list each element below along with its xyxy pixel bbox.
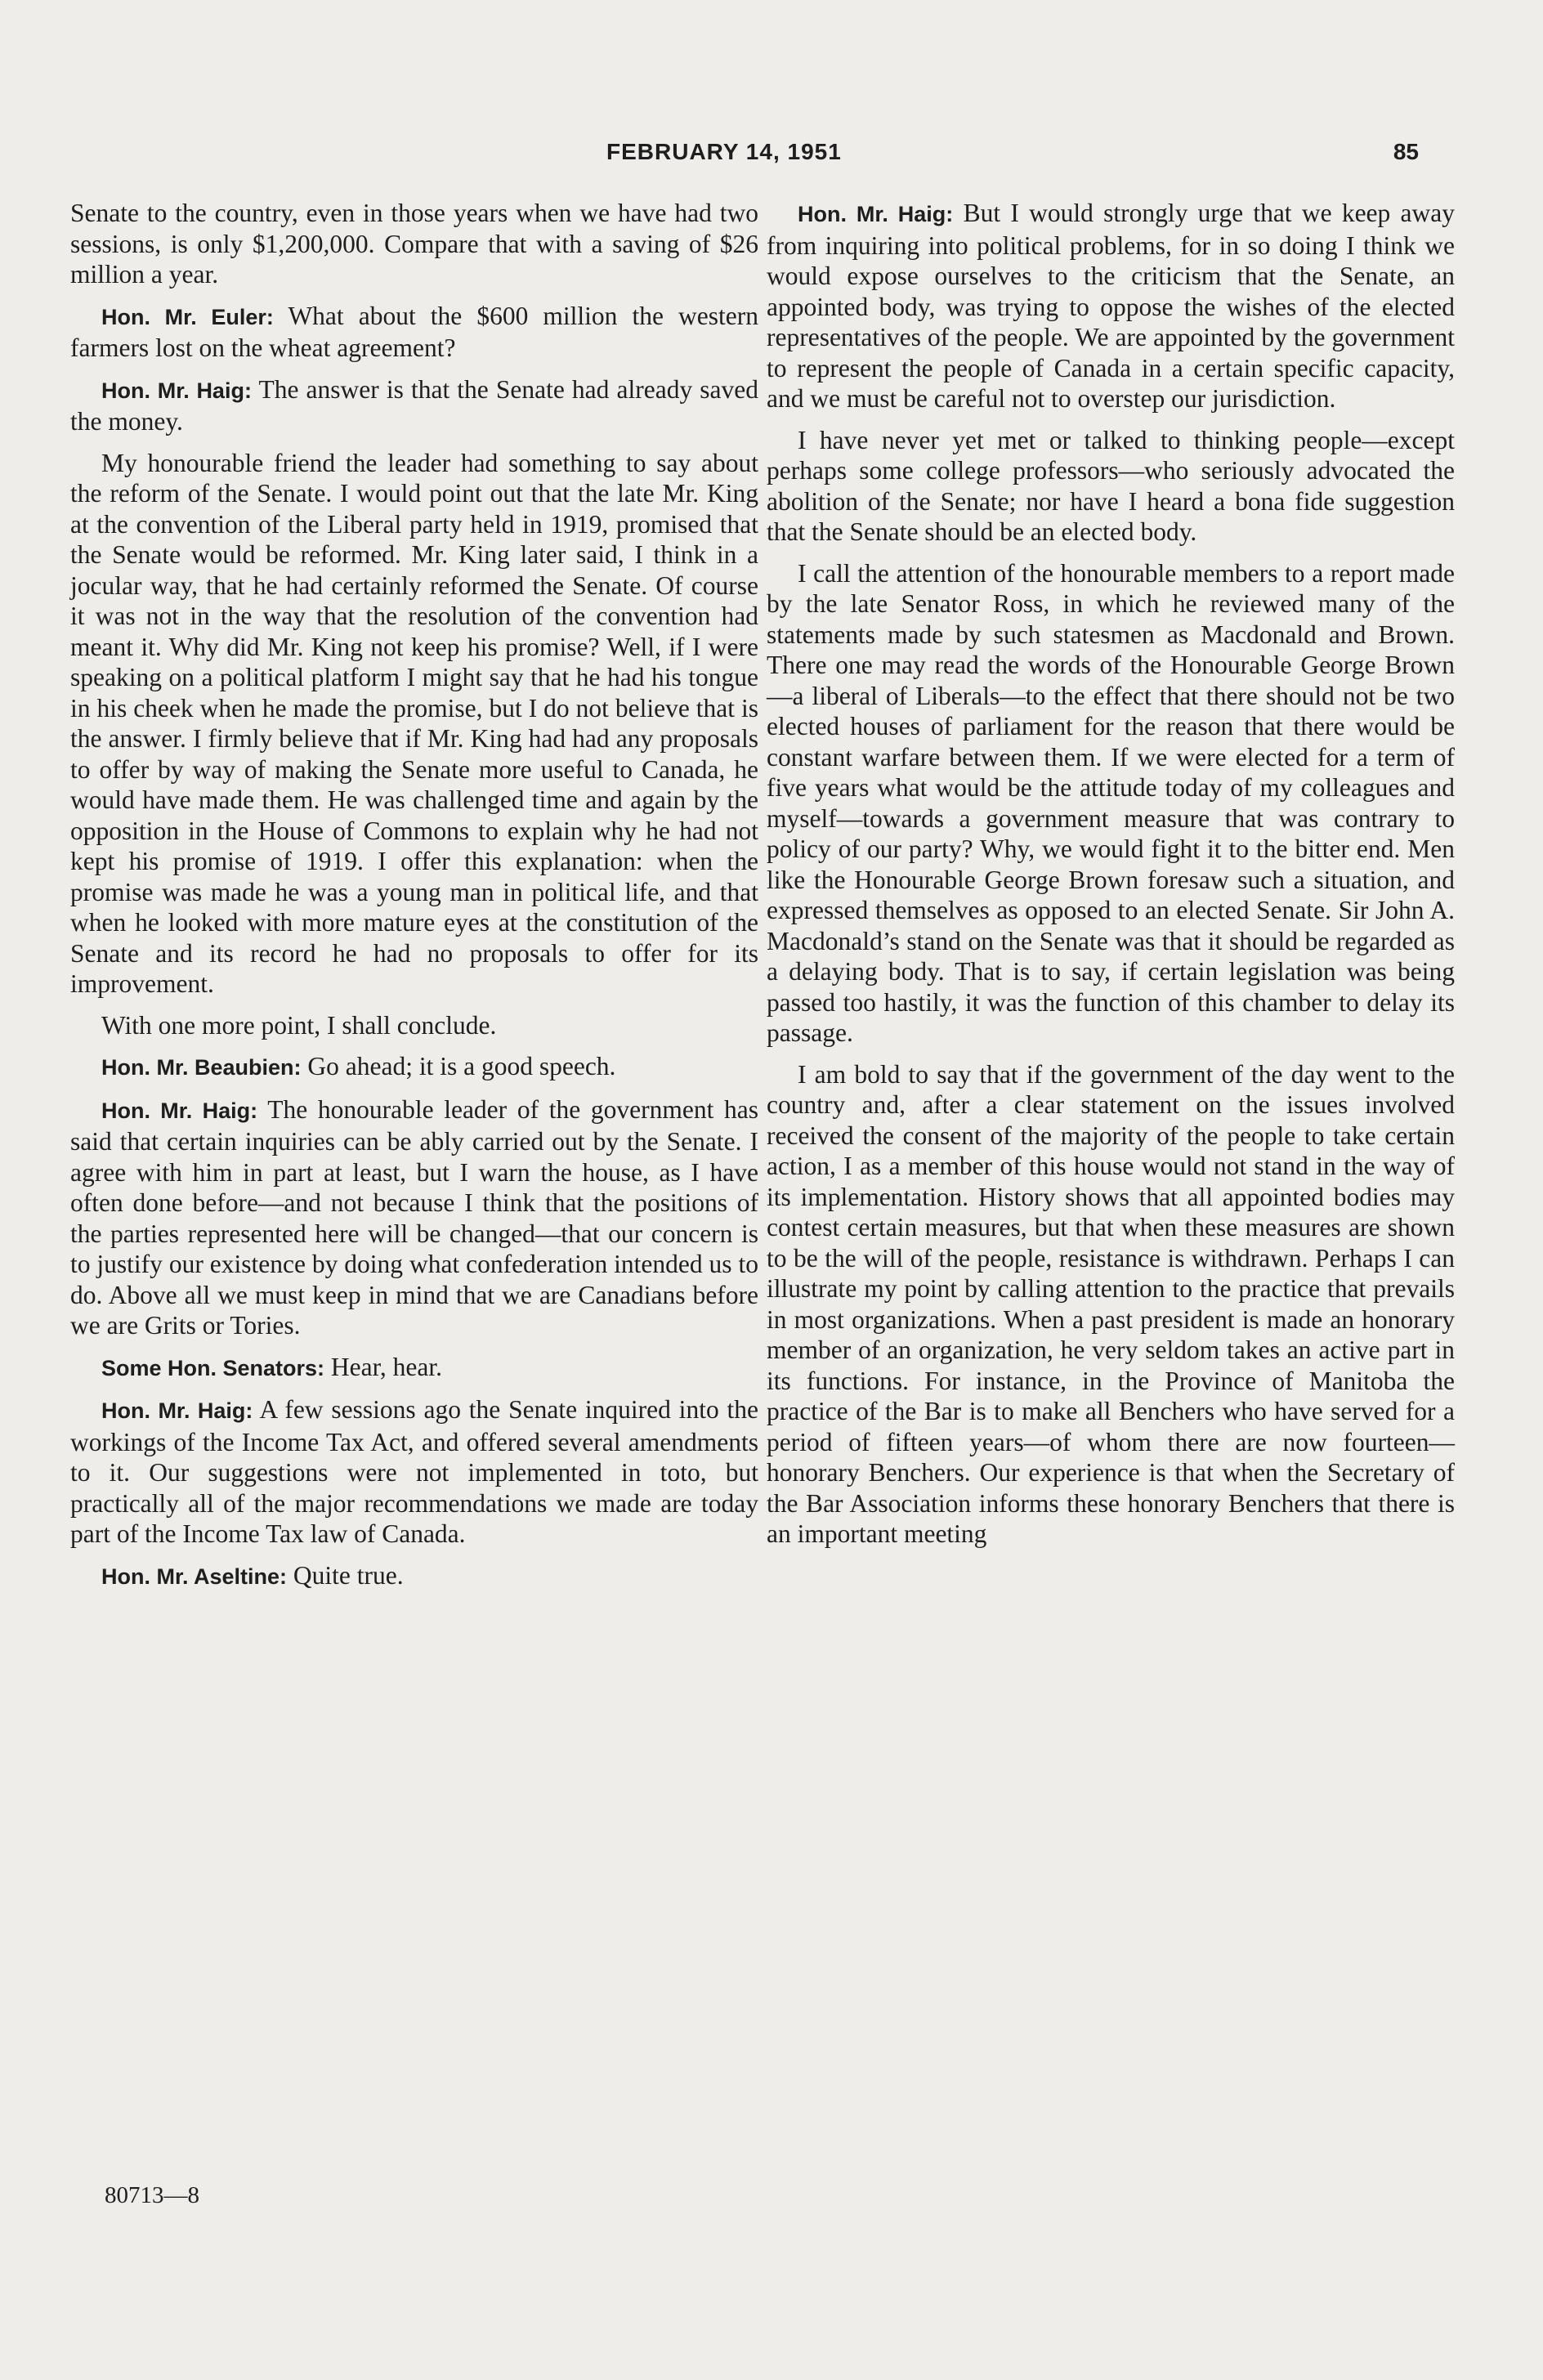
paragraph — [767, 198, 1455, 414]
paragraph — [767, 1059, 1455, 1550]
paragraph — [70, 1051, 758, 1084]
left-column — [70, 198, 758, 1603]
running-head — [0, 139, 1543, 172]
paragraph-text: The answer is that the Senate had already saved the money. — [70, 374, 759, 436]
paragraph-text: With one more point, I shall conclude. — [101, 1010, 497, 1040]
speaker-name: Hon. Mr. Haig: — [798, 202, 954, 226]
footer-code: 80713—8 — [105, 2182, 199, 2208]
paragraph-text: But I would strongly urge that we keep away from inquiring into political problems, for in so doing I think we would expose ourselves to the criticism that the Senate, an appointed body, was trying to oppose the wishes of the elected representatives of the people. We are appointed by the government to represent the people of Canada in a certain specific capacity, and we must be careful not to overstep our jurisdiction. — [767, 199, 1456, 413]
speaker-name: Hon. Mr. Haig: — [101, 378, 252, 403]
paragraph-text: Senate to the country, even in those years when we have had two sessions, is only $1,200,000. Compare that with a saving of $26 million a year. — [70, 199, 758, 289]
paragraph — [70, 1010, 758, 1041]
paragraph-text: I am bold to say that if the government of the day went to the country and, after a clear statement on the issues involved received the consent of the majority of the people to take certain action, I as a member of this house would not stand in the way of its implementation. History shows that all appointed bodies may contest certain measures, but that when these measures are shown to be the will of the people, resistance is withdrawn. Perhaps I can illustrate my point by calling attention to the practice that prevails in most organizations. When a past president is made an honorary member of an organization, he very seldom takes an active part in its functions. For instance, in the Province of Manitoba the practice of the Bar is to make all Benchers who have served for a period of fifteen years—of whom there are now fourteen—honorary Benchers. Our experience is that when the Secretary of the Bar Association informs these honorary Benchers that there is an important meeting — [767, 1059, 1455, 1548]
paragraph — [70, 301, 758, 364]
paragraph-text: I have never yet met or talked to thinking people—except perhaps some college professors—who seriously advocated the abolition of the Senate; nor have I heard a bona fide suggestion that the Senate should be an elected body. — [767, 425, 1455, 546]
paragraph-text: Go ahead; it is a good speech. — [307, 1052, 616, 1080]
speaker-name: Hon. Mr. Haig: — [101, 1098, 258, 1123]
paragraph — [70, 374, 758, 437]
paragraph-text: What about the $600 million the western farmers lost on the wheat agreement? — [70, 301, 758, 362]
speaker-name: Some Hon. Senators: — [101, 1355, 325, 1380]
paragraph — [70, 198, 758, 290]
header-date: FEBRUARY 14, 1951 — [606, 139, 842, 164]
right-column — [767, 198, 1455, 1560]
paragraph-text: My honourable friend the leader had something to say about the reform of the Senate. I would point out that the late Mr. King at the convention of the Liberal party held in 1919, promised that the Senate would be reformed. Mr. King later said, I think in a jocular way, that he had certainly reformed the Senate. Of course it was not in the way that the resolution of the convention had meant it. Why did Mr. King not keep his promise? Well, if I were speaking on a political platform I might say that he had his tongue in his cheek when he made the promise, but I do not believe that is the answer. I firmly believe that if Mr. King had had any proposals to offer by way of making the Senate more useful to Canada, he would have made them. He was challenged time and again by the opposition in the House of Commons to explain why he had not kept his promise of 1919. I offer this explanation: when the promise was made he was a young man in political life, and that when he looked with more mature eyes at the constitution of the Senate and its record he had no proposals to offer for its improvement. — [70, 448, 758, 998]
paragraph-text: A few sessions ago the Senate inquired into the workings of the Income Tax Act, and offered several amendments to it. Our suggestions were not implemented in toto, but practically all of the major recommendations we made are today part of the Income Tax law of Canada. — [70, 1395, 758, 1548]
paragraph-text: Hear, hear. — [330, 1352, 442, 1381]
paragraph — [70, 448, 758, 1000]
paragraph — [70, 1394, 758, 1550]
speaker-name: Hon. Mr. Aseltine: — [101, 1564, 288, 1589]
paragraph-text: I call the attention of the honourable members to a report made by the late Senator Ross, in which he reviewed many of the statements made by such statesmen as Macdonald and Brown. There one may read the words of the Honourable George Brown—a liberal of Liberals—to the effect that there should not be two elected houses of parliament for the reason that there would be constant warfare between them. If we were elected for a term of five years what would be the attitude today of my colleagues and myself—towards a government measure that was contrary to policy of our party? Why, we would fight it to the bitter end. Men like the Honourable George Brown foresaw such a situation, and expressed themselves as opposed to an elected Senate. Sir John A. Macdonald’s stand on the Senate was that it should be regarded as a delaying body. That is to say, if certain legislation was being passed too hastily, it was the function of this chamber to delay its passage. — [767, 558, 1455, 1047]
paragraph — [70, 1560, 758, 1593]
paragraph-text: Quite true. — [293, 1560, 404, 1590]
paragraph — [767, 425, 1455, 548]
speaker-name: Hon. Mr. Beaubien: — [101, 1055, 302, 1080]
paragraph — [70, 1094, 758, 1341]
paragraph — [767, 558, 1455, 1049]
speaker-name: Hon. Mr. Euler: — [101, 304, 274, 329]
speaker-name: Hon. Mr. Haig: — [101, 1398, 253, 1423]
page-number: 85 — [1393, 139, 1419, 164]
paragraph-text: The honourable leader of the government has said that certain inquiries can be ably carried out by the Senate. I agree with him in part at least, but I warn the house, as I have often done before—and not because I think that the positions of the parties represented here will be changed—that our concern is to justify our existence by doing what confederation intended us to do. Above all we must keep in mind that we are Canadians before we are Grits or Tories. — [70, 1094, 759, 1340]
paragraph — [70, 1352, 758, 1385]
